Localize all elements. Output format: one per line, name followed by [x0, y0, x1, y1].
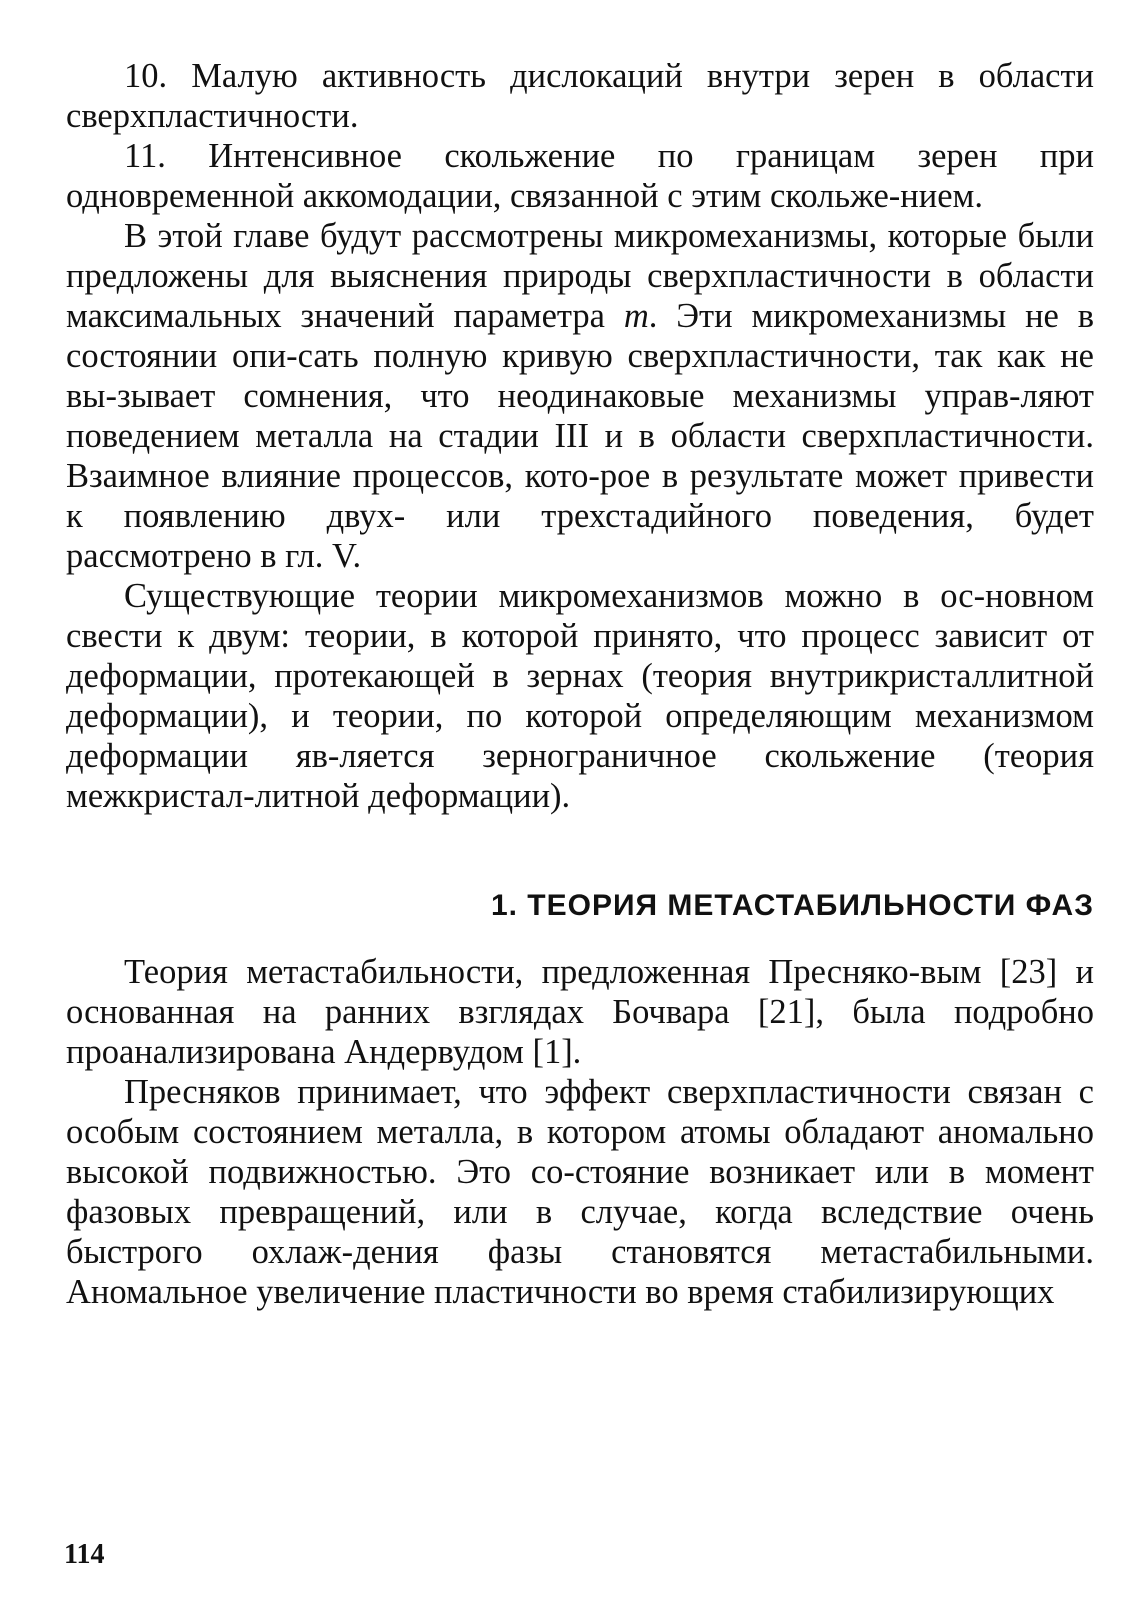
paragraph-theories: Существующие теории микромеханизмов можно в ос-новном свести к двум: теории, в которой принято, что процесс зависит от деформации, протекающей в зернах (теория внутрикристаллитной деформации), и теории, по которой определяющим механизмом деформации яв-ляется зернограничное скольжение (теория межкристал-литной деформации). [66, 577, 1094, 815]
page-number: 114 [64, 1539, 105, 1570]
paragraph-item-11: 11. Интенсивное скольжение по границам зерен при одновременной аккомодации, связанной с этим скольже-нием. [66, 137, 1094, 215]
paragraph-presnyakov: Пресняков принимает, что эффект сверхпластичности связан с особым состоянием металла, в котором атомы обладают аномально высокой подвижностью. Это со-стояние возникает или в момент фазовых превращений, или в случае, когда вследствие очень быстрого охлаж-дения фазы становятся метастабильными. Аномальное увеличение пластичности во время стабилизирующих [66, 1073, 1094, 1311]
paragraph-chapter-overview [66, 216, 1094, 576]
text-segment: . Эти микромеханизмы не в состоянии опи-сать полную кривую сверхпластичности, так как не вы-зывает сомнения, что неодинаковые механизмы управ-ляют поведением металла на стадии III и в области сверхпластичности. Взаимное влияние процессов, кото-рое в результате может привести к появлению двух- или трехстадийного поведения, будет рассмотрено в гл. V. [66, 297, 1095, 575]
section-heading: 1. ТЕОРИЯ МЕТАСТАБИЛЬНОСТИ ФАЗ [490, 889, 1094, 922]
paragraph-item-10: 10. Малую активность дислокаций внутри зерен в области сверхпластичности. [66, 57, 1094, 135]
book-page [66, 56, 1094, 1586]
paragraph-metastability: Теория метастабильности, предложенная Пресняко-вым [23] и основанная на ранних взглядах Бочвара [21], была подробно проанализирована Андервудом [1]. [66, 953, 1094, 1071]
parameter-symbol: m [623, 297, 649, 335]
text-segment: В этой главе будут рассмотрены микромеханизмы, которые были предложены для выяснения природы сверхпластичности в области максимальных значений параметра [66, 217, 1094, 335]
